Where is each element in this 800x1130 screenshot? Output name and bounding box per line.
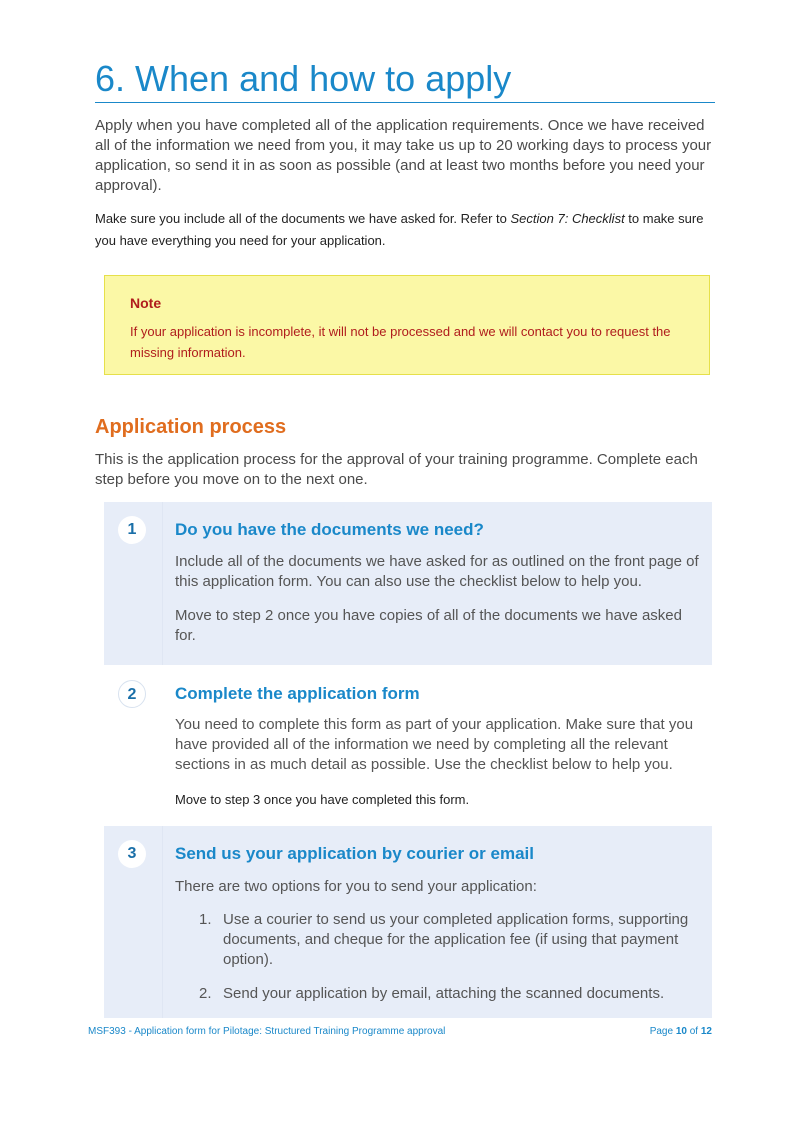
- option-number: 1.: [199, 911, 212, 928]
- text: Make sure you include all of the documents we have asked for. Refer to: [95, 211, 511, 226]
- step-text: There are two options for you to send your application:: [175, 878, 537, 895]
- section-heading: Application process: [95, 416, 287, 438]
- option-1: [199, 910, 703, 970]
- page-number: [650, 1026, 712, 1037]
- step-number: 1: [118, 516, 146, 544]
- process-intro: This is the application process for the approval of your training programme. Complete each step before you move on to the next one.: [95, 451, 698, 488]
- step-title: Complete the application form: [175, 684, 420, 703]
- text: of: [689, 1026, 699, 1037]
- include-paragraph: [95, 208, 715, 252]
- text: Page: [649, 1026, 674, 1037]
- step-text: You need to complete this form as part of your application. Make sure that you have provided all of the information we need by completing all the relevant sections in as much detail as possible. Use the checklist below to help you.: [175, 716, 694, 773]
- option-2: [199, 984, 703, 1004]
- step-title: Do you have the documents we need?: [175, 520, 484, 539]
- footer-title: MSF393 - Application form for Pilotage: Structured Training Programme approval: [88, 1026, 446, 1037]
- step-number: 3: [118, 840, 146, 868]
- option-text: Use a courier to send us your completed application forms, supporting documents, and cheque for the application fee (if using that payment option).: [223, 911, 689, 968]
- step-1: [104, 502, 712, 665]
- note-box: [104, 275, 710, 375]
- step-title: Send us your application by courier or email: [175, 844, 534, 863]
- note-body: If your application is incomplete, it will not be processed and we will contact you to request the missing information.: [130, 324, 671, 360]
- step-text: Include all of the documents we have asked for as outlined on the front page of this application form. You can also use the checklist below to help you.: [175, 553, 699, 590]
- step-number: 2: [118, 680, 146, 708]
- total-pages: 12: [700, 1026, 712, 1037]
- text: to make sure you have everything you need for your application.: [95, 211, 704, 248]
- step-text: Move to step 2 once you have copies of all of the documents we have asked for.: [175, 607, 682, 644]
- note-title: Note: [130, 295, 162, 311]
- option-text: Send your application by email, attaching the scanned documents.: [223, 985, 665, 1002]
- page-title: 6. When and how to apply: [95, 58, 715, 103]
- checklist-reference: Section 7: Checklist: [510, 211, 625, 226]
- step-2: [104, 666, 712, 824]
- option-number: 2.: [199, 985, 212, 1002]
- current-page: 10: [675, 1026, 687, 1037]
- step-3: [104, 826, 712, 1018]
- step-text: Move to step 3 once you have completed this form.: [175, 792, 470, 807]
- intro-paragraph: Apply when you have completed all of the application requirements. Once we have received all of the information we need from you, it may take us up to 20 working days to process your application, so send it in as soon as possible (and at least two months before you need your approval).: [95, 117, 712, 194]
